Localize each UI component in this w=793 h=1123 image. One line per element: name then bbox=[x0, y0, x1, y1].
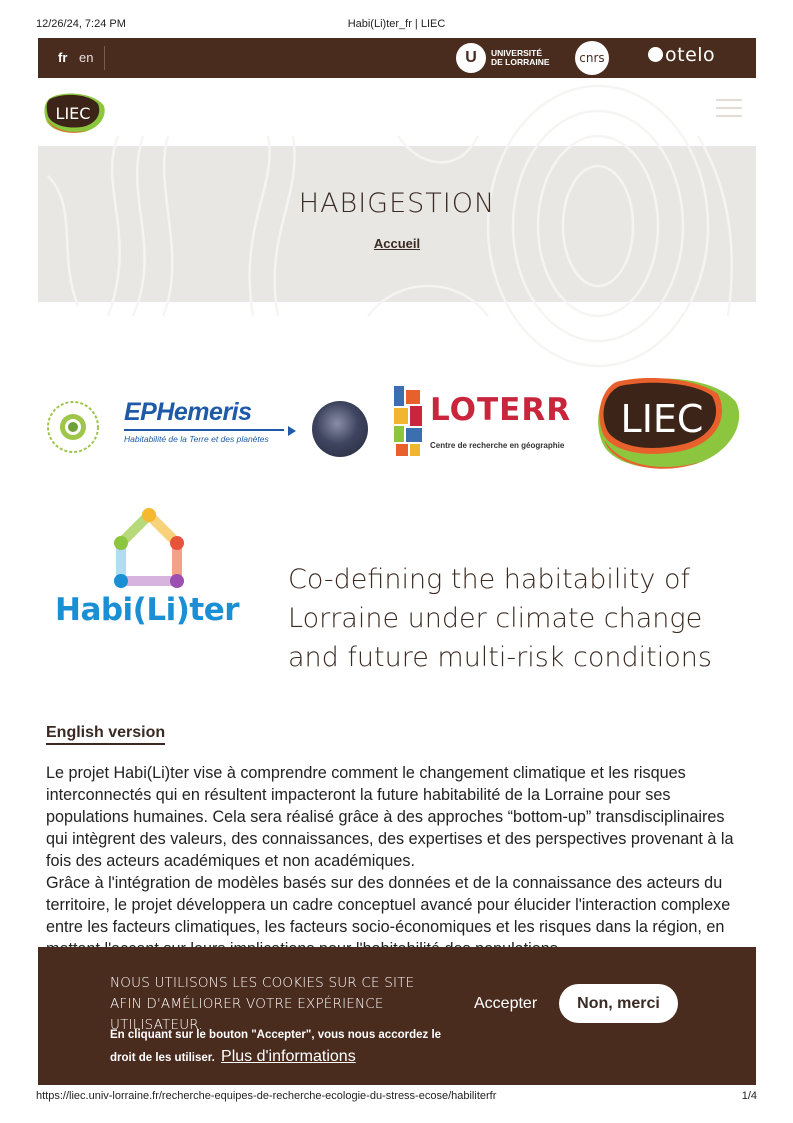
galaxy-image bbox=[312, 401, 368, 457]
print-datetime: 12/26/24, 7:24 PM bbox=[36, 18, 126, 30]
menu-icon[interactable] bbox=[716, 98, 742, 118]
project-description bbox=[46, 762, 746, 948]
ephemeris-logo bbox=[122, 398, 302, 458]
liec-logo-graphic bbox=[44, 92, 106, 134]
lang-divider bbox=[104, 46, 105, 70]
ephemeris-underline bbox=[124, 429, 284, 431]
breadcrumb-home-link[interactable]: Accueil bbox=[373, 236, 421, 251]
loterr-subtitle: Centre de recherche en géographie bbox=[430, 441, 565, 450]
project-tagline: Co-defining the habitability of Lorraine under climate change and future multi-risk conditions bbox=[288, 564, 712, 673]
loterr-logo bbox=[392, 386, 572, 458]
cookie-description-block bbox=[110, 1025, 450, 1069]
habiliter-house-icon bbox=[107, 505, 247, 593]
lang-en-link[interactable]: en bbox=[79, 50, 94, 65]
print-header bbox=[0, 18, 793, 34]
ephemeris-title: EPHemeris bbox=[124, 398, 252, 426]
habiliter-logo bbox=[55, 505, 240, 630]
cookie-description: En cliquant sur le bouton "Accepter", vous nous accordez le droit de les utiliser. bbox=[110, 1029, 442, 1064]
print-page-number: 1/4 bbox=[741, 1090, 757, 1102]
top-bar bbox=[38, 38, 756, 78]
university-icon: U bbox=[456, 43, 486, 73]
cookie-banner bbox=[38, 947, 756, 1085]
cookie-refuse-button[interactable]: Non, merci bbox=[559, 984, 678, 1023]
liec-partner-logo bbox=[596, 376, 742, 472]
print-footer bbox=[0, 1090, 793, 1106]
loterr-name: LOTERR bbox=[430, 392, 572, 428]
university-name-line1: UNIVERSITÉ bbox=[491, 48, 543, 58]
liec-partner-text: LIEC bbox=[620, 397, 704, 441]
hero-background-pattern bbox=[38, 146, 756, 302]
habiliter-wordmark: Habi(Li)ter bbox=[55, 592, 240, 628]
cookie-title: NOUS UTILISONS LES COOKIES SUR CE SITE AFIN D'AMÉLIORER VOTRE EXPÉRIENCE UTILISATEUR. bbox=[110, 975, 415, 1033]
cookie-more-info-link[interactable]: Plus d'informations bbox=[221, 1048, 356, 1065]
liec-site-logo[interactable] bbox=[44, 92, 106, 134]
otelo-logo[interactable] bbox=[648, 44, 748, 74]
description-paragraph-1: Le projet Habi(Li)ter vise à comprendre comment le changement climatique et les risques interconnectés qui en résultent impacteront la future habitabilité de la Lorraine pour ses populations humaines. Cela sera réalisé grâce à des approches “bottom-up” transdisciplinaires qui intègrent des valeurs, des connaissances, des expertises et des perspectives provenant à la fois des acteurs académiques et non académiques. bbox=[46, 764, 734, 870]
lang-fr-link[interactable]: fr bbox=[58, 50, 68, 65]
page-title: HABIGESTION bbox=[298, 188, 496, 219]
university-name-line2: DE LORRAINE bbox=[491, 57, 550, 67]
print-url: https://liec.univ-lorraine.fr/recherche-equipes-de-recherche-ecologie-du-stress-ecose/habiliterfr bbox=[36, 1090, 497, 1102]
university-name bbox=[491, 49, 550, 67]
universite-de-lorraine-logo[interactable] bbox=[456, 43, 568, 73]
otelo-label: otelo bbox=[665, 44, 716, 66]
cnrs-logo[interactable]: cnrs bbox=[575, 41, 609, 75]
print-page-title: Habi(Li)ter_fr | LIEC bbox=[347, 18, 446, 30]
otelo-icon bbox=[648, 47, 663, 62]
cookie-accept-button[interactable]: Accepter bbox=[474, 993, 537, 1015]
loterr-mosaic-graphic bbox=[392, 386, 426, 458]
hero-banner bbox=[38, 146, 756, 302]
arrow-right-icon bbox=[288, 426, 296, 436]
ephemeris-subtitle: Habitabilité de la Terre et des planètes bbox=[124, 434, 269, 444]
lorraine-zone-atelier-badge bbox=[46, 400, 100, 454]
english-version-link[interactable]: English version bbox=[46, 724, 165, 745]
partner-logos-row bbox=[40, 372, 750, 482]
description-paragraph-2: Grâce à l'intégration de modèles basés sur des données et de la connaissance des acteurs du territoire, le projet développera un cadre conceptuel avancé pour élucider l'interaction complexe entre les facteurs climatiques, les facteurs socio-économiques et les risques dans la région, en bbox=[46, 874, 731, 936]
liec-logo-text: LIEC bbox=[55, 104, 91, 123]
